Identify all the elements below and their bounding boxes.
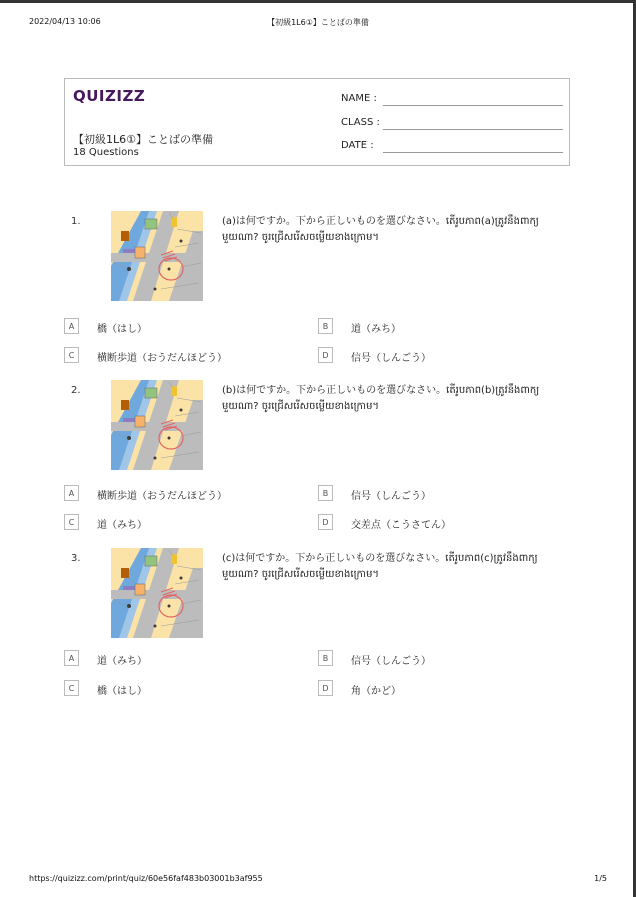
option-letter: D <box>318 514 333 530</box>
street-map-illustration <box>111 548 203 638</box>
class-label: CLASS : <box>341 117 380 128</box>
option-text: 横断歩道（おうだんほどう） <box>97 353 227 364</box>
question-number: 2. <box>71 385 81 396</box>
option-text: 道（みち） <box>97 520 147 531</box>
option-letter: D <box>318 347 333 363</box>
option-letter: A <box>64 318 79 334</box>
option-text: 角（かど） <box>351 686 401 697</box>
option-text: 信号（しんごう） <box>351 656 431 667</box>
question-text: (c)は何ですか。下から正しいものを選びなさい。តើរូបភាព(c)ត្រូវនឹងពាក្យមួយណា? ចូរជ្រើសរើសចម្លើយខាងក្រោម។ <box>222 553 538 580</box>
date-field <box>341 140 374 151</box>
question-text: (a)は何ですか。下から正しいものを選びなさい。តើរូបភាព(a)ត្រូវនឹងពាក្យមួយណា? ចូរជ្រើសរើសចម្លើយខាងក្រោម។ <box>222 216 539 243</box>
question-number: 3. <box>71 553 81 564</box>
page-number: 1/5 <box>594 874 607 883</box>
option-text: 信号（しんごう） <box>351 491 431 502</box>
option-text: 交差点（こうさてん） <box>351 520 451 531</box>
option-text: 橋（はし） <box>97 686 147 697</box>
quiz-header <box>64 78 570 166</box>
print-url: https://quizizz.com/print/quiz/60e56faf483b03001b3af955 <box>29 874 263 883</box>
question-number: 1. <box>71 216 81 227</box>
option-letter: C <box>64 514 79 530</box>
print-date: 2022/04/13 10:06 <box>29 17 101 26</box>
class-line <box>383 129 563 130</box>
street-map-illustration <box>111 211 203 301</box>
option-text: 道（みち） <box>97 656 147 667</box>
option-letter: A <box>64 650 79 666</box>
option-letter: C <box>64 347 79 363</box>
option-letter: B <box>318 650 333 666</box>
quiz-title: 【初級1L6①】ことばの準備 <box>73 133 213 146</box>
option-letter: A <box>64 485 79 501</box>
name-field <box>341 93 377 104</box>
option-letter: B <box>318 318 333 334</box>
question-text: (b)は何ですか。下から正しいものを選びなさい。តើរូបភាព(b)ត្រូវនឹងពាក្យមួយណា? ចូរជ្រើសរើសចម្លើយខាងក្រោម។ <box>222 385 540 412</box>
date-line <box>383 152 563 153</box>
question-count: 18 Questions <box>73 147 139 158</box>
top-edge <box>0 0 636 3</box>
option-text: 橋（はし） <box>97 324 147 335</box>
option-letter: D <box>318 680 333 696</box>
print-header-title: 【初級1L6①】ことばの準備 <box>267 18 369 27</box>
option-text: 信号（しんごう） <box>351 353 431 364</box>
option-text: 横断歩道（おうだんほどう） <box>97 491 227 502</box>
name-label: NAME : <box>341 93 377 104</box>
street-map-illustration <box>111 380 203 470</box>
option-letter: C <box>64 680 79 696</box>
class-field <box>341 117 380 128</box>
name-line <box>383 105 563 106</box>
quizizz-logo: QUIZIZZ <box>73 87 146 105</box>
date-label: DATE : <box>341 140 374 151</box>
option-letter: B <box>318 485 333 501</box>
option-text: 道（みち） <box>351 324 401 335</box>
